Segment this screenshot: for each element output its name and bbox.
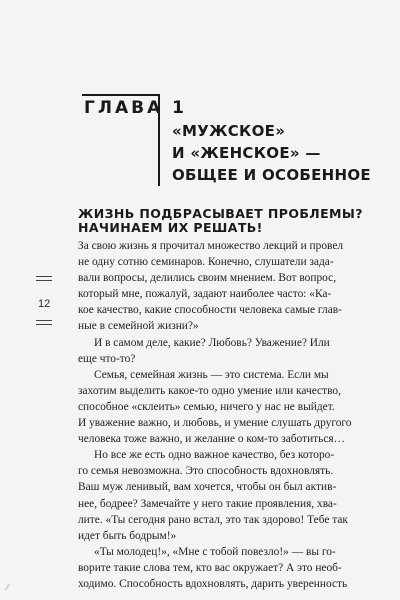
text-line: Но все же есть одно важное качество, без которо- xyxy=(94,449,335,462)
text-line: еще что-то? xyxy=(78,352,136,365)
margin-mark xyxy=(36,324,52,325)
paragraph xyxy=(78,447,386,544)
chapter-title xyxy=(172,120,387,186)
body-text xyxy=(78,238,386,592)
text-line: лите. «Ты сегодня рано встал, это так здорово! Тебе так xyxy=(78,513,348,526)
margin-mark xyxy=(36,280,52,281)
text-line: ные в семейной жизни?» xyxy=(78,320,199,333)
text-line: человека тоже важно, и желание о ком-то заботиться… xyxy=(78,433,346,446)
text-line: нее, бодрее? Замечайте у него такие проявления, хва- xyxy=(78,497,337,510)
chapter-label: ГЛАВА 1 xyxy=(84,98,187,118)
margin-mark xyxy=(36,276,52,277)
paragraph xyxy=(78,238,386,335)
text-line: не одну сотню семинаров. Конечно, слушатели зада- xyxy=(78,256,334,269)
text-line: «Ты молодец!», «Мне с тобой повезло!» — вы го- xyxy=(94,545,336,558)
text-line: захотим выделить какое-то одно умение или качество, xyxy=(78,384,341,397)
section-title xyxy=(78,207,378,235)
page-number: 12 xyxy=(38,298,51,310)
text-line: способное «склеить» семью, ничего у нас не выйдет. xyxy=(78,400,335,413)
paragraph xyxy=(78,367,386,447)
text-line: Семья, семейная жизнь — это система. Если мы xyxy=(94,368,329,381)
text-line: Ваш муж ленивый, вам хочется, чтобы он был актив- xyxy=(78,481,337,494)
text-line: который мне, пожалуй, задают наиболее часто: «Ка- xyxy=(78,288,332,301)
chapter-title-line: И «ЖЕНСКОЕ» — xyxy=(172,144,321,162)
corner-glyph: ⁄⁄ xyxy=(6,583,9,592)
chapter-title-line: «МУЖСКОЕ» xyxy=(172,122,286,140)
text-line: И уважение важно, и любовь, и умение слушать другого xyxy=(78,417,352,430)
text-line: И в самом деле, какие? Любовь? Уважение? Или xyxy=(94,336,330,349)
text-line: ворите такие слова тем, кто вас окружает? А это необ- xyxy=(78,561,342,574)
text-line: ходимо. Способность вдохновлять, дарить уверенность xyxy=(78,577,348,590)
text-line: го семья невозможна. Это способность вдохновлять. xyxy=(78,465,334,478)
text-line: За свою жизнь я прочитал множество лекций и провел xyxy=(78,240,344,252)
text-line: идет быть бодрым!» xyxy=(78,529,177,542)
text-line: вали вопросы, делились своим мнением. Вот вопрос, xyxy=(78,272,337,285)
section-title-line: НАЧИНАЕМ ИХ РЕШАТЬ! xyxy=(78,220,263,235)
chapter-title-line: ОБЩЕЕ И ОСОБЕННОЕ xyxy=(172,166,371,184)
margin-mark xyxy=(36,320,52,321)
text-line: кое качество, какие способности человека самые глав- xyxy=(78,304,342,317)
paragraph xyxy=(78,544,386,592)
section-title-line: ЖИЗНЬ ПОДБРАСЫВАЕТ ПРОБЛЕМЫ? xyxy=(78,206,363,221)
paragraph xyxy=(78,335,386,367)
